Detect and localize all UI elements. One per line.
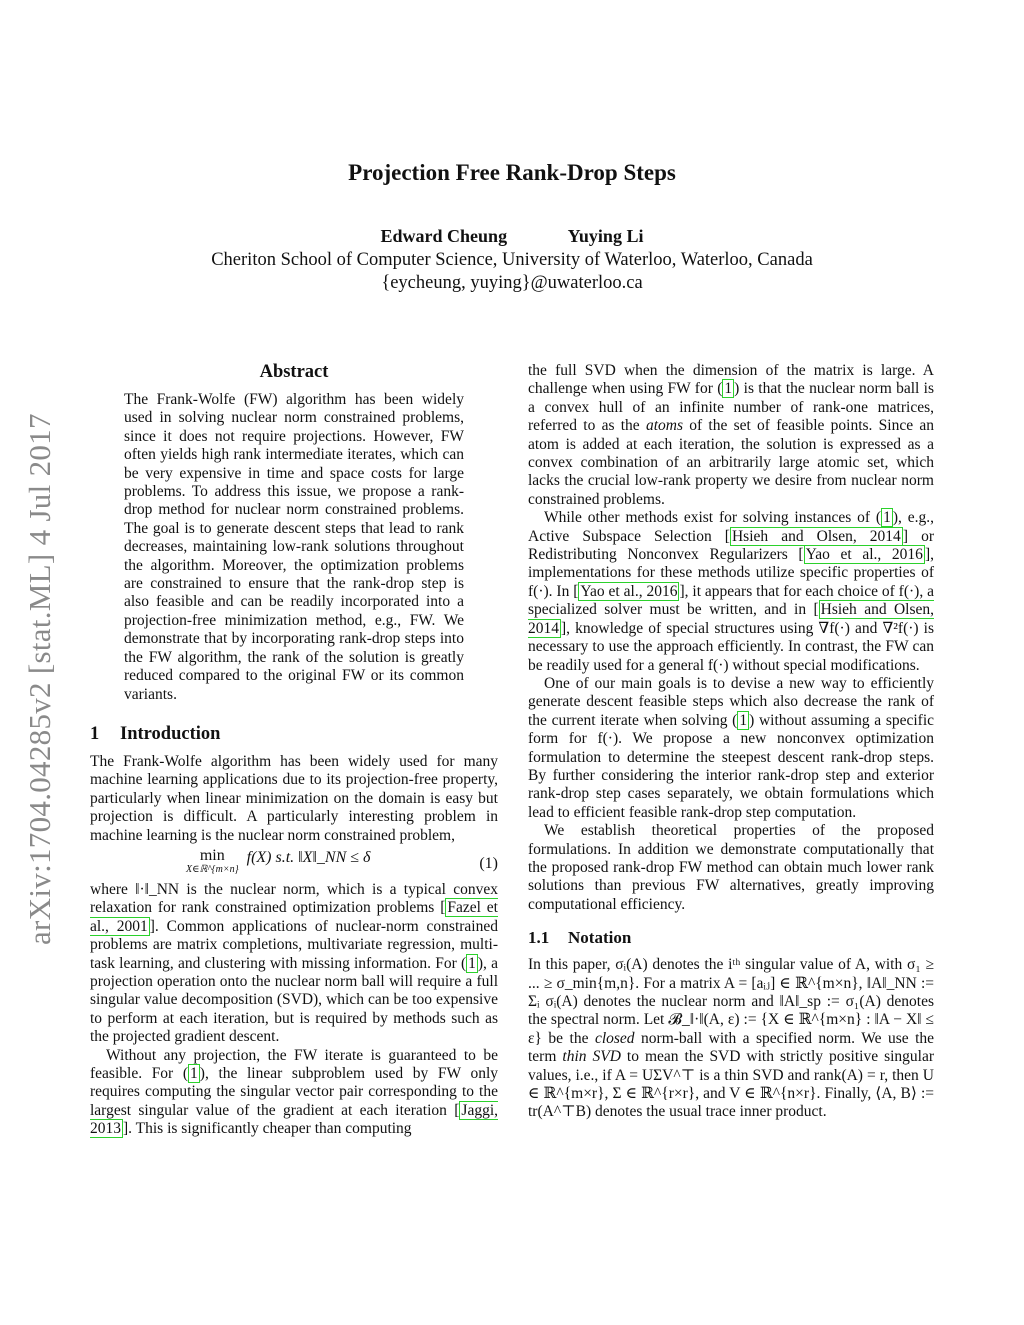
equation-1 [90,847,498,879]
citation-link[interactable]: Jaggi, 2013 [90,1101,498,1138]
text-run: In this paper, σᵢ(A) denotes the iᵗʰ singular value of A, with σ₁ ≥ ... ≥ σ_min{m,n}. For a matrix A = [aᵢⱼ] ∈ ℝ^{m×n}, ‖A‖_NN := Σᵢ σᵢ(A) denotes the nuclear norm and ‖A‖_sp := σ₁(A) denotes the spectral norm. Let 𝓑_‖·‖(A, ε) := {X ∈ ℝ^{m×n} : ‖A − X‖ ≤ ε} be the [528,956,934,1047]
equation-body: f(X) s.t. ‖X‖_NN ≤ δ [246,848,371,866]
equation-ref-link[interactable]: 1 [190,1065,198,1082]
notation-paragraph [528,956,934,1122]
abstract-heading: Abstract [259,362,329,382]
citation-link[interactable]: Hsieh and Olsen, 2014 [528,601,935,637]
abstract-text: The Frank-Wolfe (FW) algorithm has been widely used in solving nuclear norm constrained problems, since it does not require projections. However, FW often yields high rank intermediate iterates, which can be very expensive in time and space costs for large problems. To address this issue, we propose a rank-drop method for nuclear norm constrained problems. The goal is to generate descent steps that lead to rank decreases, maintaining low-rank solutions throughout the algorithm. Moreover, the optimization problems are constrained to ensure that the rank-drop step is also feasible and can be readily incorporated into a projection-free minimization method, e.g., FW. We demonstrate that by incorporating rank-drop steps into the FW algorithm, the rank of the solution is greatly reduced compared to the original FW or its common variants. [124,391,464,703]
equation-ref-link[interactable]: 1 [883,509,891,527]
text-run: without assuming a specific form for f(·). We propose a new nonconvex optimization formulation to determine the steepest descent rank-drop steps. By further considering the interior rank-drop step and exterior rank-drop step cases separately, we obtain formulations which lead to efficient feasible rank-drop step computation. [528,711,935,821]
equation-ref-link[interactable]: 1 [739,711,748,729]
text-run: Without any projection, the FW iterate is guaranteed to be feasible. For [90,1046,498,1082]
subsection-heading-notation [528,928,934,948]
intro-paragraph-5: While other methods exist for solving instances of ( 1 ), e.g., Active Subspace Selection [ Hsieh and Olsen, 2014 ] or Redistributing Nonconvex Regularizers [ Yao et al., 2016 ], implementations for these methods utilize specific properties of f(·). In [ Yao et al., 2016 ], it appears that for each choice of f(·), a specialized solver must be written, and in [ Hsieh and Olsen, 2014 ], knowledge of special structures using ∇f(·) and ∇²f(·) is necessary to use the approach efficiently. In contrast, the FW can be readily used for a general f(·) without special modifications. [528,509,935,674]
paper-title: Projection Free Rank-Drop Steps [348,160,676,185]
subsection-title: Notation [568,928,632,948]
text-run: , it appears that for each choice of f(·), a specialized solver must be written, and in [528,582,934,619]
citation-link[interactable]: Fazel et al., 2001 [90,899,498,935]
text-run: where ‖·‖_NN is the nuclear norm, which is a typical convex relaxation for rank constrained optimization problems [90,880,498,917]
text-run: While other methods exist for solving instances of [544,509,871,527]
author-name: Edward Cheung [380,226,508,246]
right-column [528,362,934,1122]
text-run: , a projection operation onto the nuclear norm ball will require a full singular value decomposition (SVD), which can be too expensive to perform at each iteration, but is required by methods such as the projected gradient descent. [90,954,498,1046]
equation-ref-link[interactable]: 1 [724,380,733,398]
text-run: of the set of feasible points. Since an atom is added at each iteration, the solution is expressed as a convex combination of an arbitrarily large atomic set, which lacks the crucial low-rank property we desire from nuclear norm constrained problems. [528,417,934,508]
author-list [0,226,1024,247]
citation-link[interactable]: Yao et al., 2016 [580,582,678,600]
text-run: One of our main goals is to devise a new way to efficiently generate descent feasible steps which also decrease the rank of the current iterate when solving [528,674,934,729]
text-run: , the linear subproblem used by FW only requires computing the singular vector pair corresponding to the largest singular value of the gradient at each iteration [90,1065,499,1119]
text-run: , e.g., Active Subspace Selection [528,509,934,545]
text-run: . This is significantly cheaper than computing [128,1120,412,1138]
intro-paragraph-6: One of our main goals is to devise a new way to efficiently generate descent feasible steps which also decrease the rank of the current iterate when solving ( 1 ) without assuming a specific form for f(·). We propose a new nonconvex optimization formulation to determine the steepest descent rank-drop steps. By further considering the interior rank-drop step and exterior rank-drop step cases separately, we obtain formulations which lead to efficient feasible rank-drop step computation. [528,674,935,821]
text-run: to mean the SVD with strictly positive singular values, i.e., if A = UΣV^⊤ is a thin SVD and rank(A) = r, then U ∈ ℝ^{m×r}, Σ ∈ ℝ^{r×r}, and V ∈ ℝ^{n×r}. Finally, ⟨A, B⟩ := tr(A^⊤B) denotes the usual trace inner product. [528,1048,935,1121]
citation-link[interactable]: Hsieh and Olsen, 2014 [731,527,901,545]
min-label: min [199,846,225,864]
section-number: 1 [90,723,100,744]
text-run: , implementations for these methods utilize specific properties of f(·). In [528,546,934,600]
emphasis-atoms: atoms [645,417,683,435]
text-run: the full SVD when the dimension of the matrix is large. A challenge when using FW for [528,362,934,398]
text-run: norm-ball with a specified norm. We use the term [528,1029,935,1066]
author-email: {eycheung, yuying}@uwaterloo.ca [381,273,643,293]
intro-paragraph-1: The Frank-Wolfe algorithm has been widely used for many machine learning applications due to its projection-free property, particularly when linear minimization on the domain is easy but projection is difficult. A particularly interesting problem in machine learning is the nuclear norm constrained problem, [90,752,498,844]
emphasis-thin-svd: thin SVD [562,1048,621,1066]
intro-paragraph-4: the full SVD when the dimension of the matrix is large. A challenge when using FW for ( 1 ) is that the nuclear norm ball is a convex hull of an infinite number of rank-one matrices, referred to as the atoms of the set of feasible points. Since an atom is added at each iteration, the solution is expressed as a convex combination of an arbitrarily large atomic set, which lacks the crucial low-rank property we desire from nuclear norm constrained problems. [528,362,935,508]
intro-paragraph-7: We establish theoretical properties of the proposed formulations. In addition we demonstrate computationally that the proposed rank-drop FW method can obtain much lower rank solutions than previous FW alternatives, greatly improving computational efficiency. [528,822,934,913]
section-title: Introduction [120,723,221,744]
author-name: Yuying Li [567,226,644,246]
arxiv-identifier: arXiv:1704.04285v2 [stat.ML] 4 Jul 2017 [22,413,57,945]
intro-paragraph-2: where ‖·‖_NN is the nuclear norm, which is a typical convex relaxation for rank constrained optimization problems [ Fazel et al., 2001 ]. Common applications of nuclear-norm constrained problems are matrix completions, multivariate regression, multi-task learning, and clustering with missing information. For ( 1 ), a projection operation onto the nuclear norm ball will require a full singular value decomposition (SVD), which can be too expensive to perform at each iteration, but is required by methods such as the projected gradient descent. [90,880,498,1046]
equation-min-operator [186,846,239,877]
text-run: , knowledge of special structures using ∇f(·) and ∇²f(·) is necessary to use the approach efficiently. In contrast, the FW can be readily used for a general f(·) without special modifications. [528,619,934,674]
affiliation: Cheriton School of Computer Science, University of Waterloo, Waterloo, Canada [211,250,813,270]
section-heading-introduction [90,724,498,745]
equation-ref-link[interactable]: 1 [468,954,476,972]
citation-link[interactable]: Yao et al., 2016 [805,546,923,564]
text-run: is that the nuclear norm ball is a convex hull of an infinite number of rank-one matrices, referred to as the [528,380,935,435]
text-run: or Redistributing Nonconvex Regularizers [528,527,934,564]
left-column [90,362,498,1139]
intro-paragraph-3: Without any projection, the FW iterate is guaranteed to be feasible. For ( 1 ), the linear subproblem used by FW only requires computing the singular vector pair corresponding to the largest singular value of the gradient at each iteration [ Jaggi, 2013 ]. This is significantly cheaper than computing [90,1046,499,1138]
emphasis-closed: closed [594,1029,635,1047]
min-subscript: X∈ℝ^{m×n} [186,863,239,875]
text-run: . Common applications of nuclear-norm constrained problems are matrix completions, multivariate regression, multi-task learning, and clustering with missing information. For [90,917,498,972]
equation-number: (1) [479,854,498,872]
subsection-number: 1.1 [528,928,550,948]
